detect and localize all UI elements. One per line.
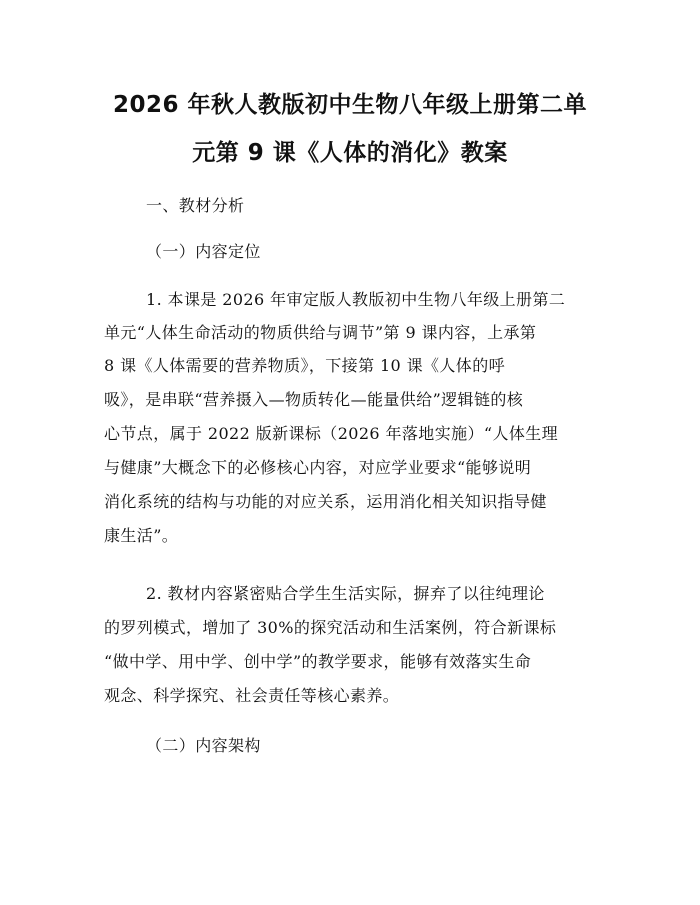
paragraph-1-line-8: 康生活”。 [104,526,179,545]
paragraph-1-line-2: 单元“人体生命活动的物质供给与调节”第 9 课内容，上承第 [104,323,537,342]
paragraph-2-line-3: “做中学、用中学、创中学”的教学要求，能够有效落实生命 [104,652,532,671]
paragraph-1-line-7: 消化系统的结构与功能的对应关系，运用消化相关知识指导健 [104,492,547,511]
paragraph-2-line-1: 2. 教材内容紧密贴合学生生活实际，摒弃了以往纯理论 [146,584,545,603]
document-title-line-1: 2026 年秋人教版初中生物八年级上册第二单 [112,92,588,118]
subsection-heading-content-structure: （二）内容架构 [146,736,261,755]
paragraph-1-line-4: 吸》，是串联“营养摄入—物质转化—能量供给”逻辑链的核 [104,390,524,409]
paragraph-1-line-6: 与健康”大概念下的必修核心内容，对应学业要求“能够说明 [104,458,532,477]
paragraph-1-line-5: 心节点，属于 2022 版新课标（2026 年落地实施）“人体生理 [104,424,559,443]
paragraph-2-line-4: 观念、科学探究、社会责任等核心素养。 [104,686,400,705]
paragraph-1-line-3: 8 课《人体需要的营养物质》，下接第 10 课《人体的呼 [104,356,505,375]
document-title-line-2: 元第 9 课《人体的消化》教案 [192,140,508,166]
paragraph-1-line-1: 1. 本课是 2026 年审定版人教版初中生物八年级上册第二 [146,290,566,309]
paragraph-2-line-2: 的罗列模式，增加了 30%的探究活动和生活案例，符合新课标 [104,618,557,637]
section-heading-teaching-material-analysis: 一、教材分析 [146,196,245,215]
subsection-heading-content-positioning: （一）内容定位 [146,242,261,261]
